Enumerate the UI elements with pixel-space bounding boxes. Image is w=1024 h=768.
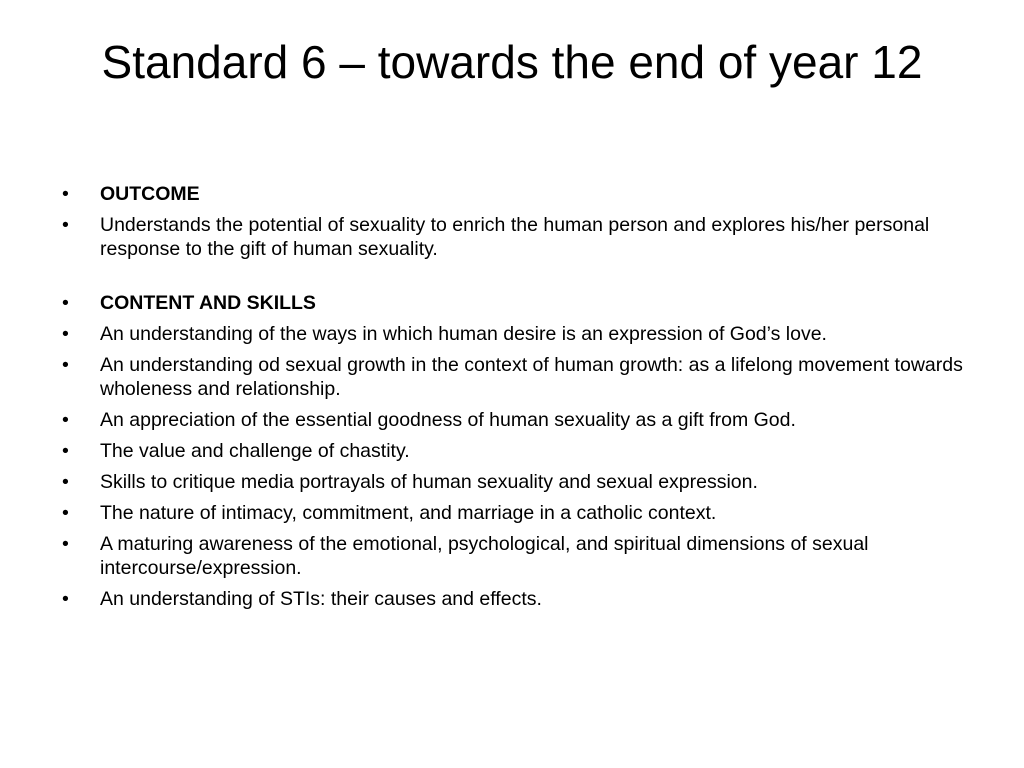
- list-item: [62, 470, 972, 494]
- list-item: [62, 408, 972, 432]
- list-item-text: An understanding of the ways in which human desire is an expression of God’s love.: [100, 323, 827, 345]
- list-item-text: Understands the potential of sexuality to enrich the human person and explores his/her personal response to the gift of human sexuality.: [100, 214, 930, 260]
- list-item: [62, 322, 972, 346]
- list-item-outcome-heading: [62, 182, 972, 206]
- list-item: [62, 213, 972, 261]
- list-item-text: Skills to critique media portrayals of human sexuality and sexual expression.: [100, 471, 758, 493]
- bullet-icon: •: [62, 471, 69, 493]
- bullet-icon: •: [62, 588, 69, 610]
- list-item-text: An appreciation of the essential goodness of human sexuality as a gift from God.: [100, 409, 796, 431]
- list-item-text: CONTENT AND SKILLS: [100, 292, 316, 314]
- list-item-text: OUTCOME: [100, 183, 200, 205]
- list-item: [62, 439, 972, 463]
- bullet-icon: •: [62, 183, 69, 205]
- list-item: [62, 587, 972, 611]
- bullet-icon: •: [62, 533, 69, 555]
- list-item-text: A maturing awareness of the emotional, psychological, and spiritual dimensions of sexual intercourse/expression.: [100, 533, 869, 579]
- list-item-content-heading: [62, 291, 972, 315]
- bullet-icon: •: [62, 502, 69, 524]
- bullet-icon: •: [62, 292, 69, 314]
- bullet-icon: •: [62, 354, 69, 376]
- bullet-list: [62, 182, 972, 618]
- list-item: [62, 353, 972, 401]
- list-item-text: An understanding of STIs: their causes and effects.: [100, 588, 542, 610]
- bullet-icon: •: [62, 409, 69, 431]
- list-item-text: An understanding od sexual growth in the context of human growth: as a lifelong movement towards wholeness and relationship.: [100, 354, 963, 400]
- list-item: [62, 501, 972, 525]
- bullet-icon: •: [62, 440, 69, 462]
- bullet-icon: •: [62, 323, 69, 345]
- list-item-text: The value and challenge of chastity.: [100, 440, 410, 462]
- list-item: [62, 532, 972, 580]
- slide-title: Standard 6 – towards the end of year 12: [101, 36, 923, 88]
- list-item-text: The nature of intimacy, commitment, and marriage in a catholic context.: [100, 502, 717, 524]
- bullet-icon: •: [62, 214, 69, 236]
